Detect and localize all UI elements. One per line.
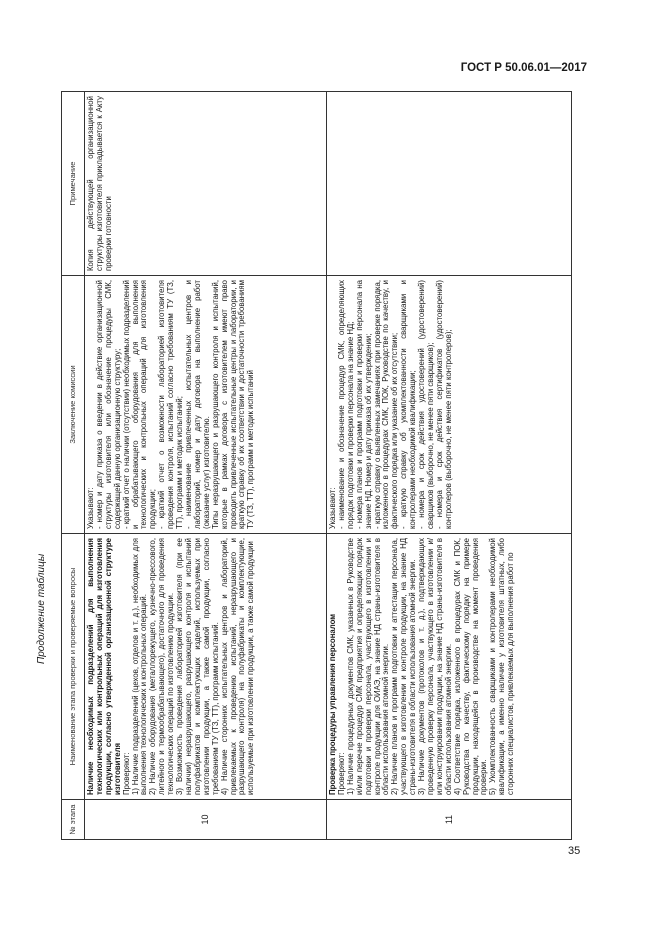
commission-conclusion xyxy=(327,276,572,534)
col-header-note: Примечание xyxy=(62,92,85,276)
commission-conclusion xyxy=(85,276,327,534)
col-header-stage-name: Наименование этапа проверки и проверяемые вопросы xyxy=(62,534,85,800)
table-row xyxy=(85,92,327,840)
note-cell: Копия действующей организационной структуры изготовителя прикладывается к Акту проверки готовности xyxy=(85,92,327,276)
conclusion-item: - наименование привлеченных испытательных центров и лабораторий, номер и дату договора на выполнение работ (оказание услуг) изготовителю. xyxy=(183,280,211,529)
stage-number: 10 xyxy=(85,800,327,840)
conclusion-item: - наименование и обозначение процедур СМК, определяющих порядок подготовки и проверки персонала на знание НД; xyxy=(336,280,355,529)
stage-item: 5) Укомплектованность сварщиками и контролерами необходимой квалификации, а именно наличие у изготовителя штатных, либо сторонних специалистов, привлекаемых для выполнения работ по xyxy=(488,538,516,795)
conclusion-item: - краткий отчет о наличии (отсутствии) необходимых подразделений и обрабатывающего оборудования для выполнения технологических и контрольных операций для изготовления продукции; xyxy=(121,280,158,529)
stage-item: Проверяют: xyxy=(121,752,131,795)
continuation-label: Продолжение таблицы xyxy=(36,553,47,664)
stage-item: 2) Наличие планов и программ подготовки и аттестации персонала, участвующего в изготовлении и контроле продукции, на знание НД страны-изготовителя в области использования атомной энергии. xyxy=(390,538,418,795)
conclusion-item: - краткую справку об укомплектованности сварщиками и контролерами необходимой квалификации; xyxy=(399,280,418,529)
conclusion-item: Указывают: xyxy=(328,487,337,529)
stage-description xyxy=(327,534,572,800)
col-header-conclusion: Заключение комиссии xyxy=(62,276,85,534)
table-row xyxy=(327,92,572,840)
stage-item: 3) Возможность проведения лабораторией изготовителя (при ее наличии) неразрушающего, разрушающего контроля и испытаний полуфабрикатов и комплектующих изделий, используемых при изготовлении продукции, а также самой продукции, согласно требованиям ТУ (ТЗ, ТТ), программ испытаний. xyxy=(175,538,220,795)
conclusion-item: - номера и срок действия удостоверений (удостоверений) сварщиков (выборочно, не менее пяти сварщиков); xyxy=(417,280,435,529)
conclusion-item: - краткую справку о выявленных замечаниях при проверке порядка, изложенного в процедурах СМК, ПОК, Руководстве по качеству, и фактического порядка или указание об их отсутствии; xyxy=(372,280,400,529)
stage-item: 1) Наличие процедурных документов СМК, указанных в Руководстве и/или перечне процедур СМК предприятия и определяющих порядок подготовки и проверки персонала, участвующего в изготовлении и контроле продукции для ОИАЭ, на знание НД страны-изготовителя в области использования атомной энергии. xyxy=(345,538,391,795)
inspection-table xyxy=(61,91,572,840)
stage-item: 3) Наличие документов (протоколов и т. д.), подтверждающих проведенную проверку персонала, участвующего в изготовлении и/или конструировании продукции, на знание НД страны-изготовителя в области использования атомной энергии. xyxy=(417,538,453,795)
col-header-stage-number: № этапа xyxy=(62,800,85,840)
stage-description xyxy=(85,534,327,800)
standard-number: ГОСТ Р 50.06.01—2017 xyxy=(460,62,587,74)
stage-number: 11 xyxy=(327,800,572,840)
stage-item: 1) Наличие подразделений (цехов, отделов и т. д.), необходимых для выполнения технологических и контрольных операций. xyxy=(130,538,149,795)
table-header-row xyxy=(62,92,85,840)
stage-item: 4) Соответствие порядка, изложенного в процедурах СМК и ПОК, Руководства по качеству, фактическому порядку на примере продукции, находящейся в производстве на момент проведения проверки. xyxy=(452,538,489,795)
rotated-table-container xyxy=(61,92,581,840)
conclusion-item: Типы неразрушающего и разрушающего контроля и испытаний, которые в рамках договора с изготовителем имеют право проводить привлеченные испытательные центры и лаборатории, и краткую справку об их соответствии и достаточности требованиям ТУ (ТЗ, ТТ), программ и методик испытаний xyxy=(210,280,256,529)
conclusion-item: - номер и дату приказа о введении в действие организационной структуры изготовителя или обозначение процедуры СМК, содержащей данную организационную структуру; xyxy=(94,280,122,529)
stage-title: Проверка процедуры управления персоналом xyxy=(328,613,337,795)
conclusion-item: - номера и срок действия сертификатов (удостоверений) контролеров (выборочно, не менее пяти контролеров); xyxy=(434,280,453,529)
conclusion-item: Указывают: xyxy=(86,487,95,529)
conclusion-item: - номера планов и программ подготовки и проверки персонала на знание НД. Номер и дату приказа об их утверждении; xyxy=(354,280,373,529)
stage-item: Проверяют: xyxy=(336,752,346,795)
stage-item: 2) Наличие оборудования (металлорежущего, кузнечно-прессового, литейного и термообрабатывающего), достаточного для проведения технологических операций по изготовлению продукции. xyxy=(148,538,176,795)
stage-title: Наличие необходимых подразделений для выполнения технологических или контрольных операций для изготовления продукции, согласно утвержденной организационной структуре изготовителя xyxy=(86,538,122,795)
note-cell xyxy=(327,92,572,276)
conclusion-item: - краткий отчет о возможности лабораторией изготовителя проведения контроля, испытаний согласно требованиям ТУ (ТЗ, ТТ), программ и методик испытаний; xyxy=(157,280,185,529)
page-number: 35 xyxy=(568,845,581,857)
stage-item: 4) Наличие сторонних испытательных центров и лабораторий, привлекаемых к проведению испытаний, неразрушающего и разрушающего контроля) на полуфабрикаты и комплектующие, используемые при изготовлении продукции, а также самой продукции xyxy=(219,538,256,795)
